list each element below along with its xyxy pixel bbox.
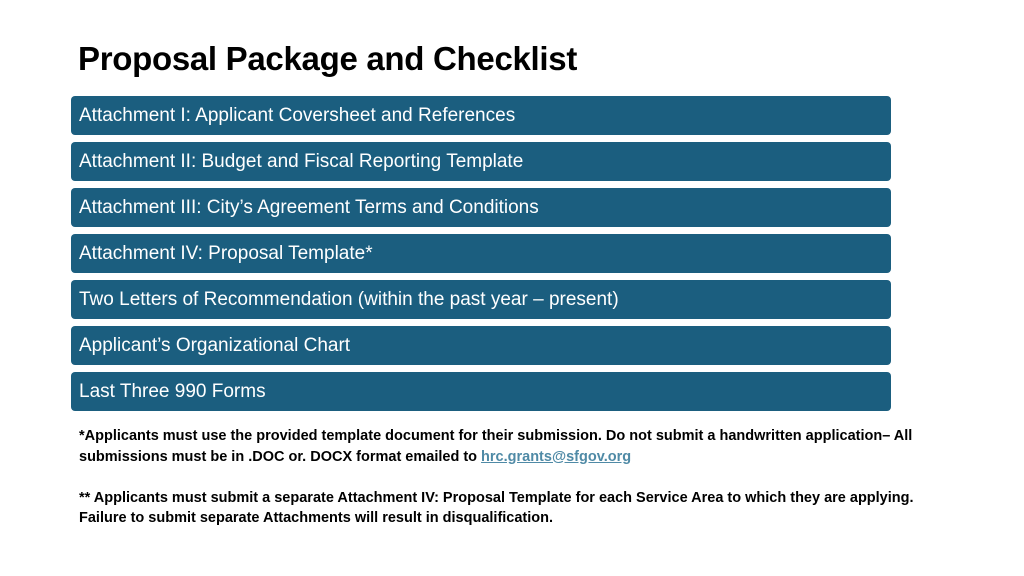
page-title: Proposal Package and Checklist — [78, 40, 578, 77]
checklist-item-recommendation-letters: Two Letters of Recommendation (within the past year – present) — [71, 280, 891, 319]
email-link[interactable]: hrc.grants@sfgov.org — [481, 448, 632, 465]
checklist — [71, 96, 891, 418]
checklist-item-org-chart: Applicant’s Organizational Chart — [71, 326, 891, 365]
checklist-item-attachment-3: Attachment III: City’s Agreement Terms and Conditions — [71, 188, 891, 227]
footnote-separate-attachment: ** Applicants must submit a separate Attachment IV: Proposal Template for each Service Area to which they are applying. Failure to submit separate Attachments will result in disqualification. — [79, 489, 914, 526]
checklist-item-attachment-2: Attachment II: Budget and Fiscal Reporting Template — [71, 142, 891, 181]
checklist-item-attachment-1: Attachment I: Applicant Coversheet and References — [71, 96, 891, 135]
footnote-template-text: *Applicants must use the provided template document for their submission. Do not submit a handwritten application– All submissions must be in .DOC or. DOCX format emailed to — [79, 428, 913, 465]
checklist-item-attachment-4: Attachment IV: Proposal Template* — [71, 234, 891, 273]
footnote-template-requirement — [79, 426, 959, 467]
checklist-item-990-forms: Last Three 990 Forms — [71, 372, 891, 411]
footnotes — [79, 426, 959, 529]
